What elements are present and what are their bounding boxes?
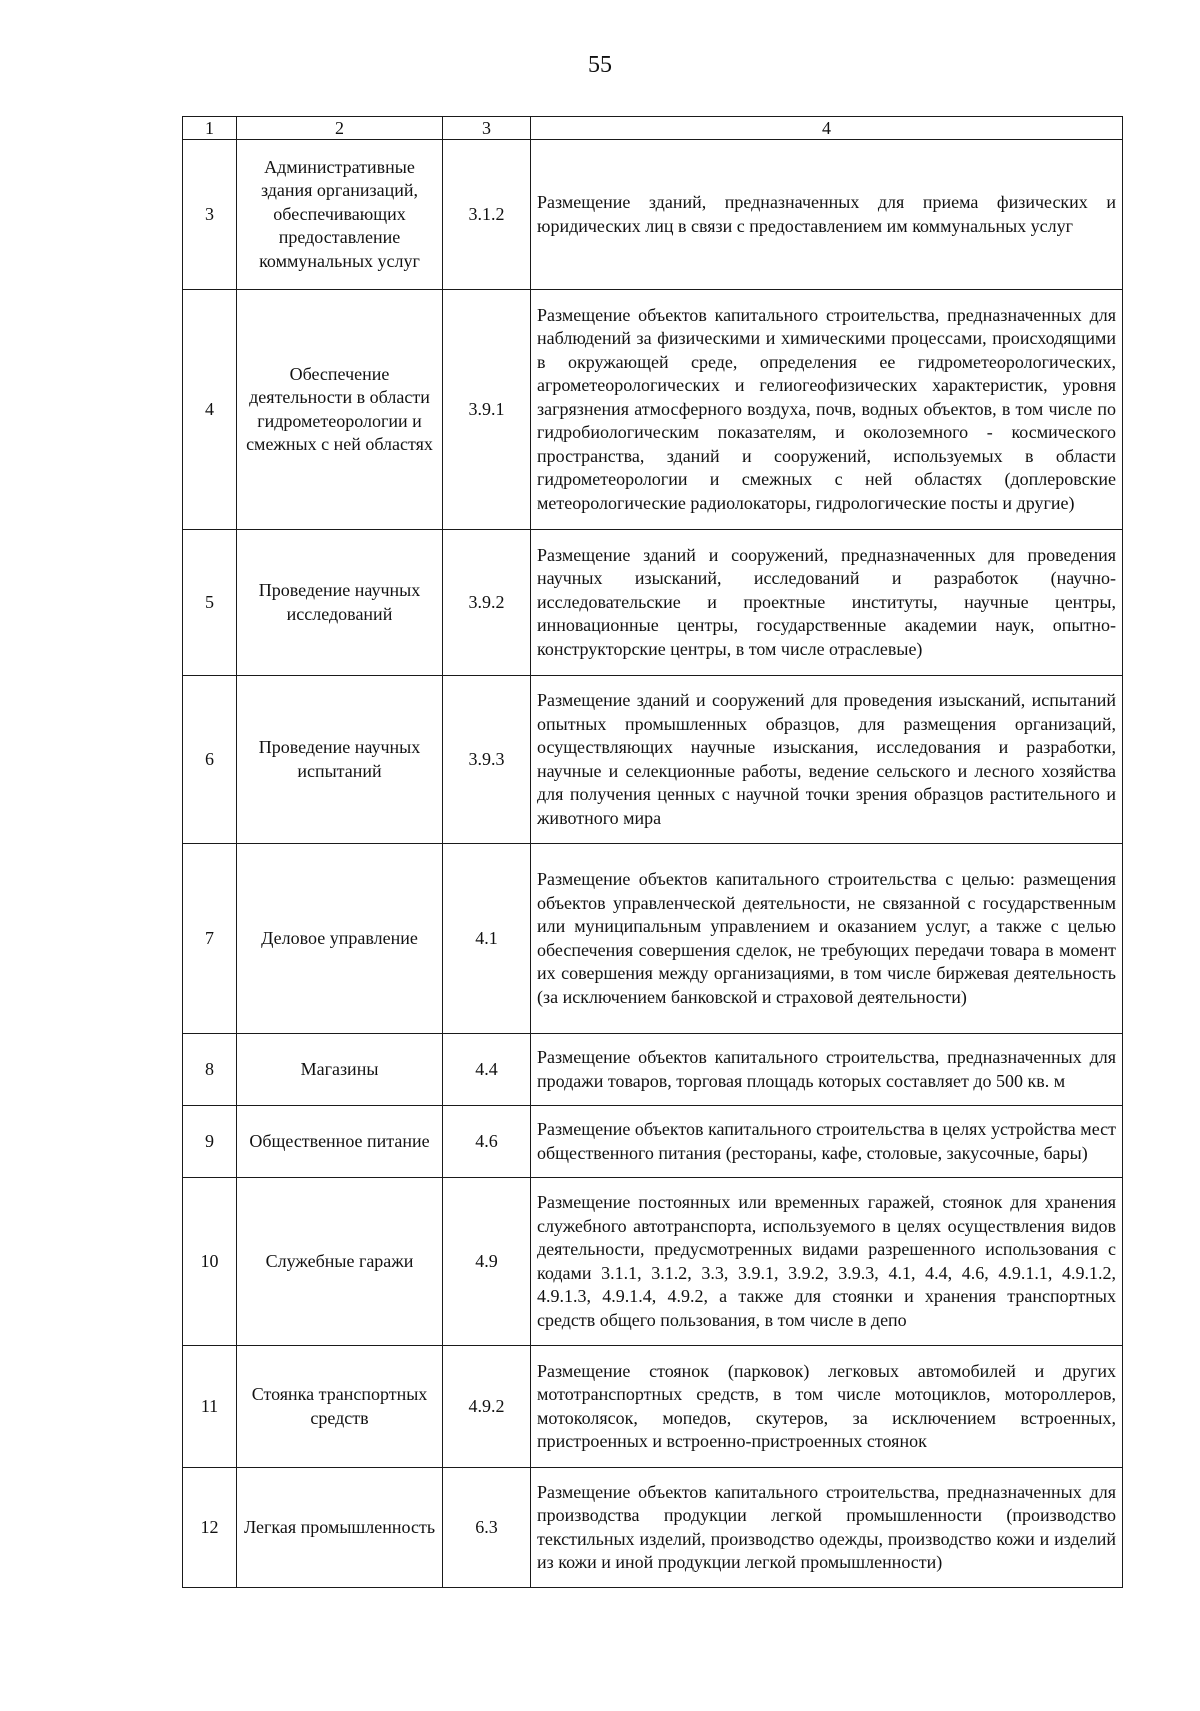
table-row xyxy=(183,1346,1123,1468)
use-type-description: Размещение объектов капитального строительства с целью: размещения объектов управленческой деятельности, не связанной с государственным или муниципальным управлением и оказанием услуг, а также с целью обеспечения совершения сделок, не требующих передачи товара в момент их совершения между организациями, в том числе биржевая деятельность (за исключением банковской и страховой деятельности) xyxy=(531,844,1123,1034)
table-row xyxy=(183,530,1123,676)
use-type-description: Размещение объектов капитального строительства, предназначенных для наблюдений за физическими и химическими процессами, происходящими в окружающей среде, определения ее гидрометеорологических, агрометеорологических и гелиогеофизических характеристик, уровня загрязнения атмосферного воздуха, почв, водных объектов, в том числе по гидробиологическим показателям, и околоземного - космического пространства, зданий и сооружений, используемых в области гидрометеорологии и смежных с ней областях (доплеровские метеорологические радиолокаторы, гидрологические посты и другие) xyxy=(531,290,1123,530)
table-row xyxy=(183,844,1123,1034)
table-row xyxy=(183,1034,1123,1106)
use-type-name: Административные здания организаций, обеспечивающих предоставление коммунальных услуг xyxy=(237,140,443,290)
use-type-description: Размещение объектов капитального строительства, предназначенных для продажи товаров, торговая площадь которых составляет до 500 кв. м xyxy=(531,1034,1123,1106)
page-number: 55 xyxy=(588,52,612,78)
use-type-code: 4.9 xyxy=(443,1178,531,1346)
table-row xyxy=(183,1468,1123,1588)
header-row xyxy=(183,117,1123,140)
use-type-code: 3.9.3 xyxy=(443,676,531,844)
table-row xyxy=(183,290,1123,530)
use-type-code: 4.1 xyxy=(443,844,531,1034)
use-type-name: Деловое управление xyxy=(237,844,443,1034)
header-col-3: 3 xyxy=(443,117,531,140)
use-type-name: Легкая промышленность xyxy=(237,1468,443,1588)
use-type-description: Размещение объектов капитального строительства в целях устройства мест общественного питания (рестораны, кафе, столовые, закусочные, бары) xyxy=(531,1106,1123,1178)
use-type-code: 3.9.2 xyxy=(443,530,531,676)
use-type-code: 4.6 xyxy=(443,1106,531,1178)
use-type-name: Проведение научных исследований xyxy=(237,530,443,676)
use-type-description: Размещение зданий, предназначенных для приема физических и юридических лиц в связи с предоставлением им коммунальных услуг xyxy=(531,140,1123,290)
use-type-name: Обеспечение деятельности в области гидрометеорологии и смежных с ней областях xyxy=(237,290,443,530)
use-type-description: Размещение зданий и сооружений, предназначенных для проведения научных изысканий, исследований и разработок (научно-исследовательские и проектные институты, научные центры, инновационные центры, государственные академии наук, опытно-конструкторские центры, в том числе отраслевые) xyxy=(531,530,1123,676)
row-number: 4 xyxy=(183,290,237,530)
use-type-name: Стоянка транспортных средств xyxy=(237,1346,443,1468)
use-type-description: Размещение постоянных или временных гаражей, стоянок для хранения служебного автотранспорта, используемого в целях осуществления видов деятельности, предусмотренных видами разрешенного использования с кодами 3.1.1, 3.1.2, 3.3, 3.9.1, 3.9.2, 3.9.3, 4.1, 4.4, 4.6, 4.9.1.1, 4.9.1.2, 4.9.1.3, 4.9.1.4, 4.9.2, а также для стоянки и хранения транспортных средств общего пользования, в том числе в депо xyxy=(531,1178,1123,1346)
use-type-code: 6.3 xyxy=(443,1468,531,1588)
use-type-name: Магазины xyxy=(237,1034,443,1106)
row-number: 6 xyxy=(183,676,237,844)
row-number: 10 xyxy=(183,1178,237,1346)
header-col-2: 2 xyxy=(237,117,443,140)
row-number: 11 xyxy=(183,1346,237,1468)
header-col-4: 4 xyxy=(531,117,1123,140)
row-number: 3 xyxy=(183,140,237,290)
table-row xyxy=(183,676,1123,844)
use-type-name: Общественное питание xyxy=(237,1106,443,1178)
use-type-name: Проведение научных испытаний xyxy=(237,676,443,844)
use-type-code: 4.9.2 xyxy=(443,1346,531,1468)
row-number: 9 xyxy=(183,1106,237,1178)
table-row xyxy=(183,140,1123,290)
use-type-code: 3.1.2 xyxy=(443,140,531,290)
row-number: 5 xyxy=(183,530,237,676)
use-type-code: 4.4 xyxy=(443,1034,531,1106)
use-type-code: 3.9.1 xyxy=(443,290,531,530)
table-row xyxy=(183,1106,1123,1178)
row-number: 8 xyxy=(183,1034,237,1106)
use-type-name: Служебные гаражи xyxy=(237,1178,443,1346)
header-col-1: 1 xyxy=(183,117,237,140)
land-use-table xyxy=(182,116,1123,1588)
row-number: 12 xyxy=(183,1468,237,1588)
use-type-description: Размещение объектов капитального строительства, предназначенных для производства продукции легкой промышленности (производство текстильных изделий, производство одежды, производство кожи и изделий из кожи и иной продукции легкой промышленности) xyxy=(531,1468,1123,1588)
use-type-description: Размещение стоянок (парковок) легковых автомобилей и других мототранспортных средств, в том числе мотоциклов, мотороллеров, мотоколясок, мопедов, скутеров, за исключением встроенных, пристроенных и встроенно-пристроенных стоянок xyxy=(531,1346,1123,1468)
row-number: 7 xyxy=(183,844,237,1034)
use-type-description: Размещение зданий и сооружений для проведения изысканий, испытаний опытных промышленных образцов, для размещения организаций, осуществляющих научные изыскания, исследования и разработки, научные и селекционные работы, ведение сельского и лесного хозяйства для получения ценных с научной точки зрения образцов растительного и животного мира xyxy=(531,676,1123,844)
table-row xyxy=(183,1178,1123,1346)
